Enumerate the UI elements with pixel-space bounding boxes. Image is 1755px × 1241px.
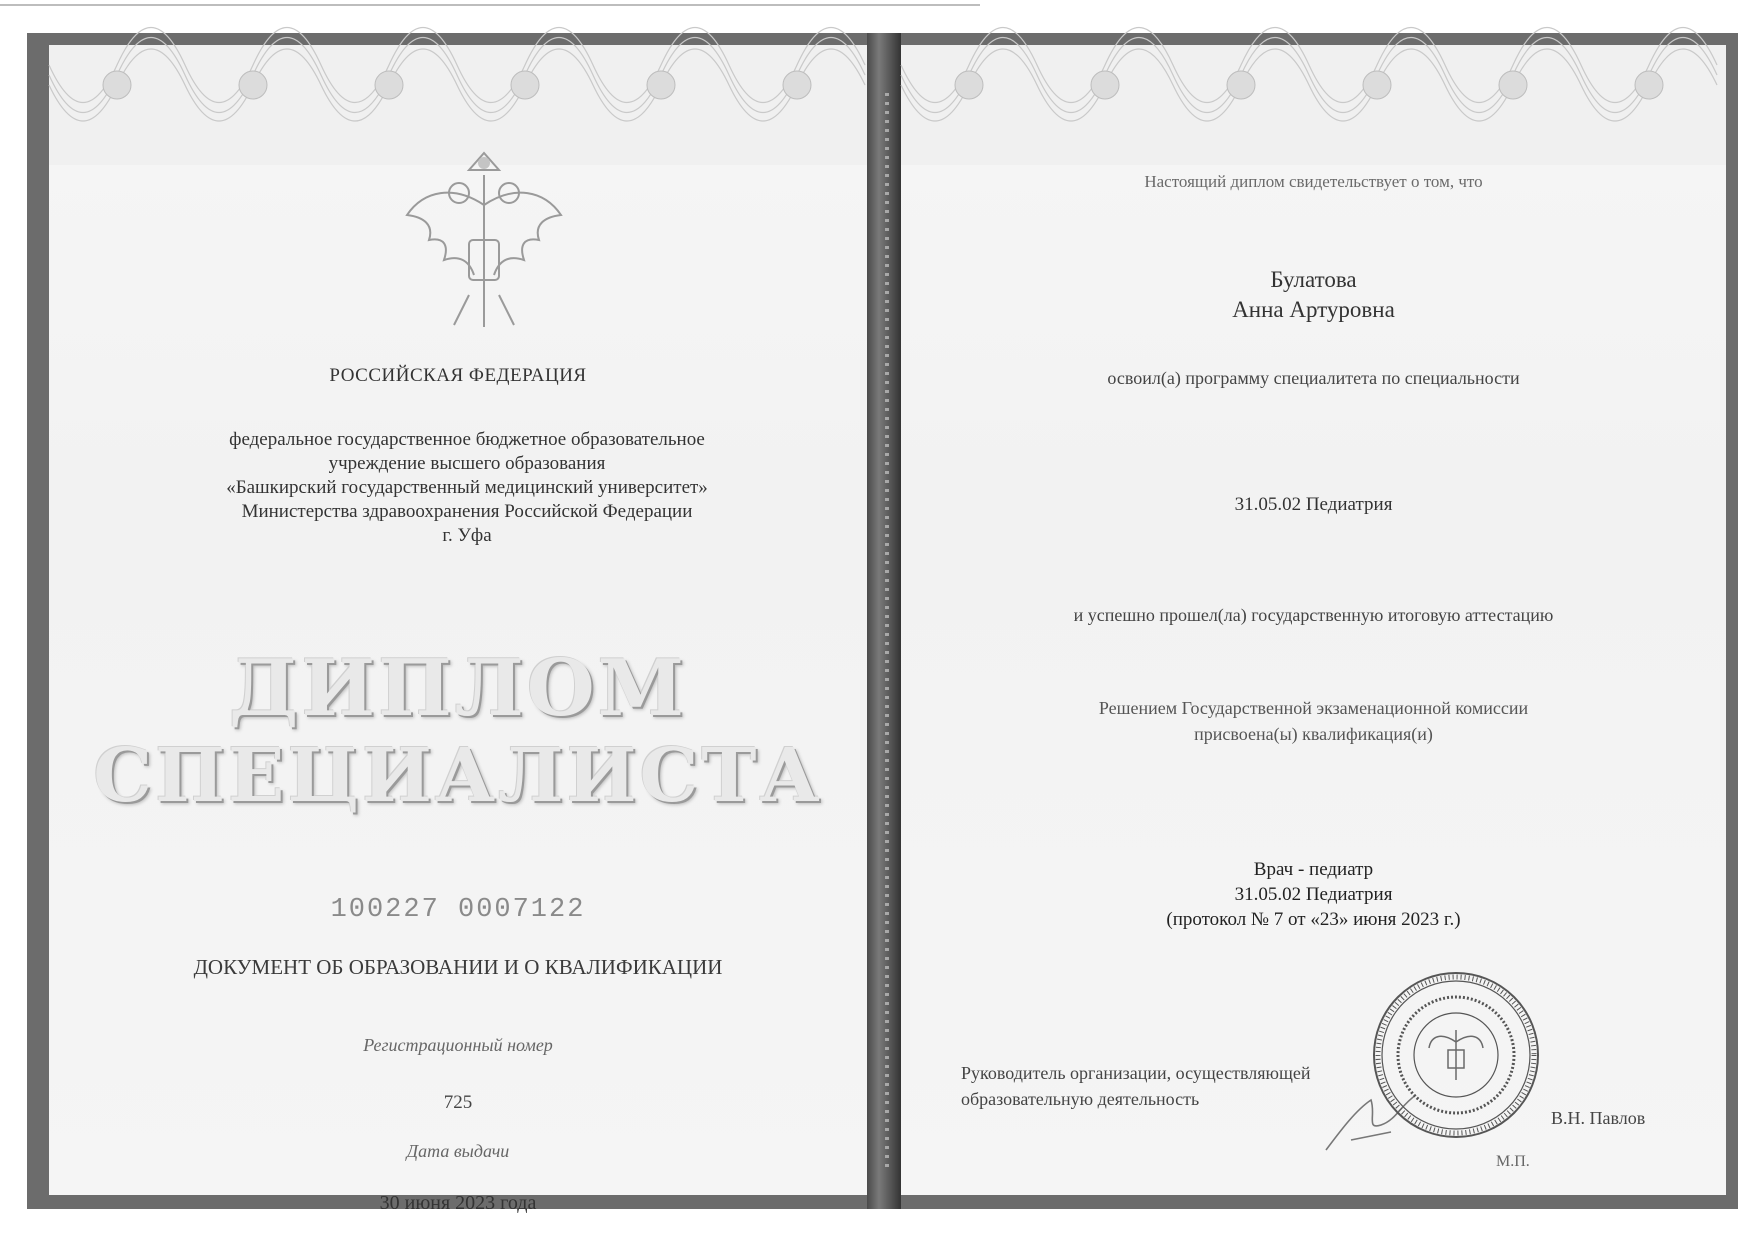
diploma-spine — [867, 33, 901, 1209]
head-caption-line: Руководитель организации, осуществляющей — [961, 1063, 1311, 1083]
official-round-seal — [1371, 970, 1541, 1140]
qualification-block — [901, 857, 1726, 932]
qualification: Врач - педиатр — [1253, 859, 1374, 880]
specialty: 31.05.02 Педиатрия — [1234, 494, 1393, 515]
head-of-organization-caption — [961, 1060, 1310, 1112]
registration-number-label: Регистрационный номер — [363, 1035, 553, 1055]
diploma-left-page — [49, 45, 867, 1214]
spine-stitching — [885, 93, 889, 1173]
registration-number: 725 — [443, 1092, 473, 1113]
signer-name: В.Н. Павлов — [1551, 1108, 1646, 1128]
document-type: ДОКУМЕНТ ОБ ОБРАЗОВАНИИ И О КВАЛИФИКАЦИИ — [193, 955, 723, 979]
institution-line: «Башкирский государственный медицинский университет» — [226, 477, 708, 498]
country-name: РОССИЙСКАЯ ФЕДЕРАЦИЯ — [329, 365, 587, 386]
guilloche-border — [901, 45, 1726, 165]
attestation-statement: и успешно прошел(ла) государственную итоговую аттестацию — [1073, 605, 1554, 625]
qualification-specialty: 31.05.02 Педиатрия — [1234, 884, 1393, 905]
institution-line: Министерства здравоохранения Российской Федерации — [241, 501, 693, 522]
institution-line: федеральное государственное бюджетное образовательное — [229, 429, 705, 450]
coat-of-arms-emblem — [399, 145, 569, 335]
graduate-surname: Булатова — [1270, 267, 1357, 292]
diploma-title-line2: СПЕЦИАЛИСТА — [93, 733, 823, 819]
commission-decision-line: Решением Государственной экзаменационной комиссии — [1098, 698, 1529, 718]
institution-line: г. Уфа — [442, 525, 492, 546]
institution-block — [49, 428, 867, 548]
commission-decision-line: присвоена(ы) квалификация(и) — [1194, 724, 1433, 744]
certification-intro: Настоящий диплом свидетельствует о том, что — [1144, 172, 1483, 191]
stamp-place-mark: М.П. — [1496, 1153, 1530, 1170]
head-caption-line: образовательную деятельность — [961, 1089, 1200, 1109]
graduate-given-names: Анна Артуровна — [1232, 297, 1395, 322]
issue-date-label: Дата выдачи — [406, 1141, 510, 1161]
diploma-title-line1: ДИПЛОМ — [229, 643, 687, 734]
scan-edge-line — [0, 4, 980, 6]
program-statement: освоил(а) программу специалитета по специальности — [1107, 368, 1520, 388]
diploma-right-page — [901, 45, 1726, 1195]
issue-date: 30 июня 2023 года — [379, 1192, 537, 1214]
commission-decision — [901, 695, 1726, 747]
serial-number: 100227 0007122 — [330, 895, 586, 925]
diploma-spread — [27, 33, 1738, 1214]
protocol-reference: (протокол № 7 от «23» июня 2023 г.) — [1166, 909, 1461, 930]
institution-line: учреждение высшего образования — [328, 453, 606, 474]
